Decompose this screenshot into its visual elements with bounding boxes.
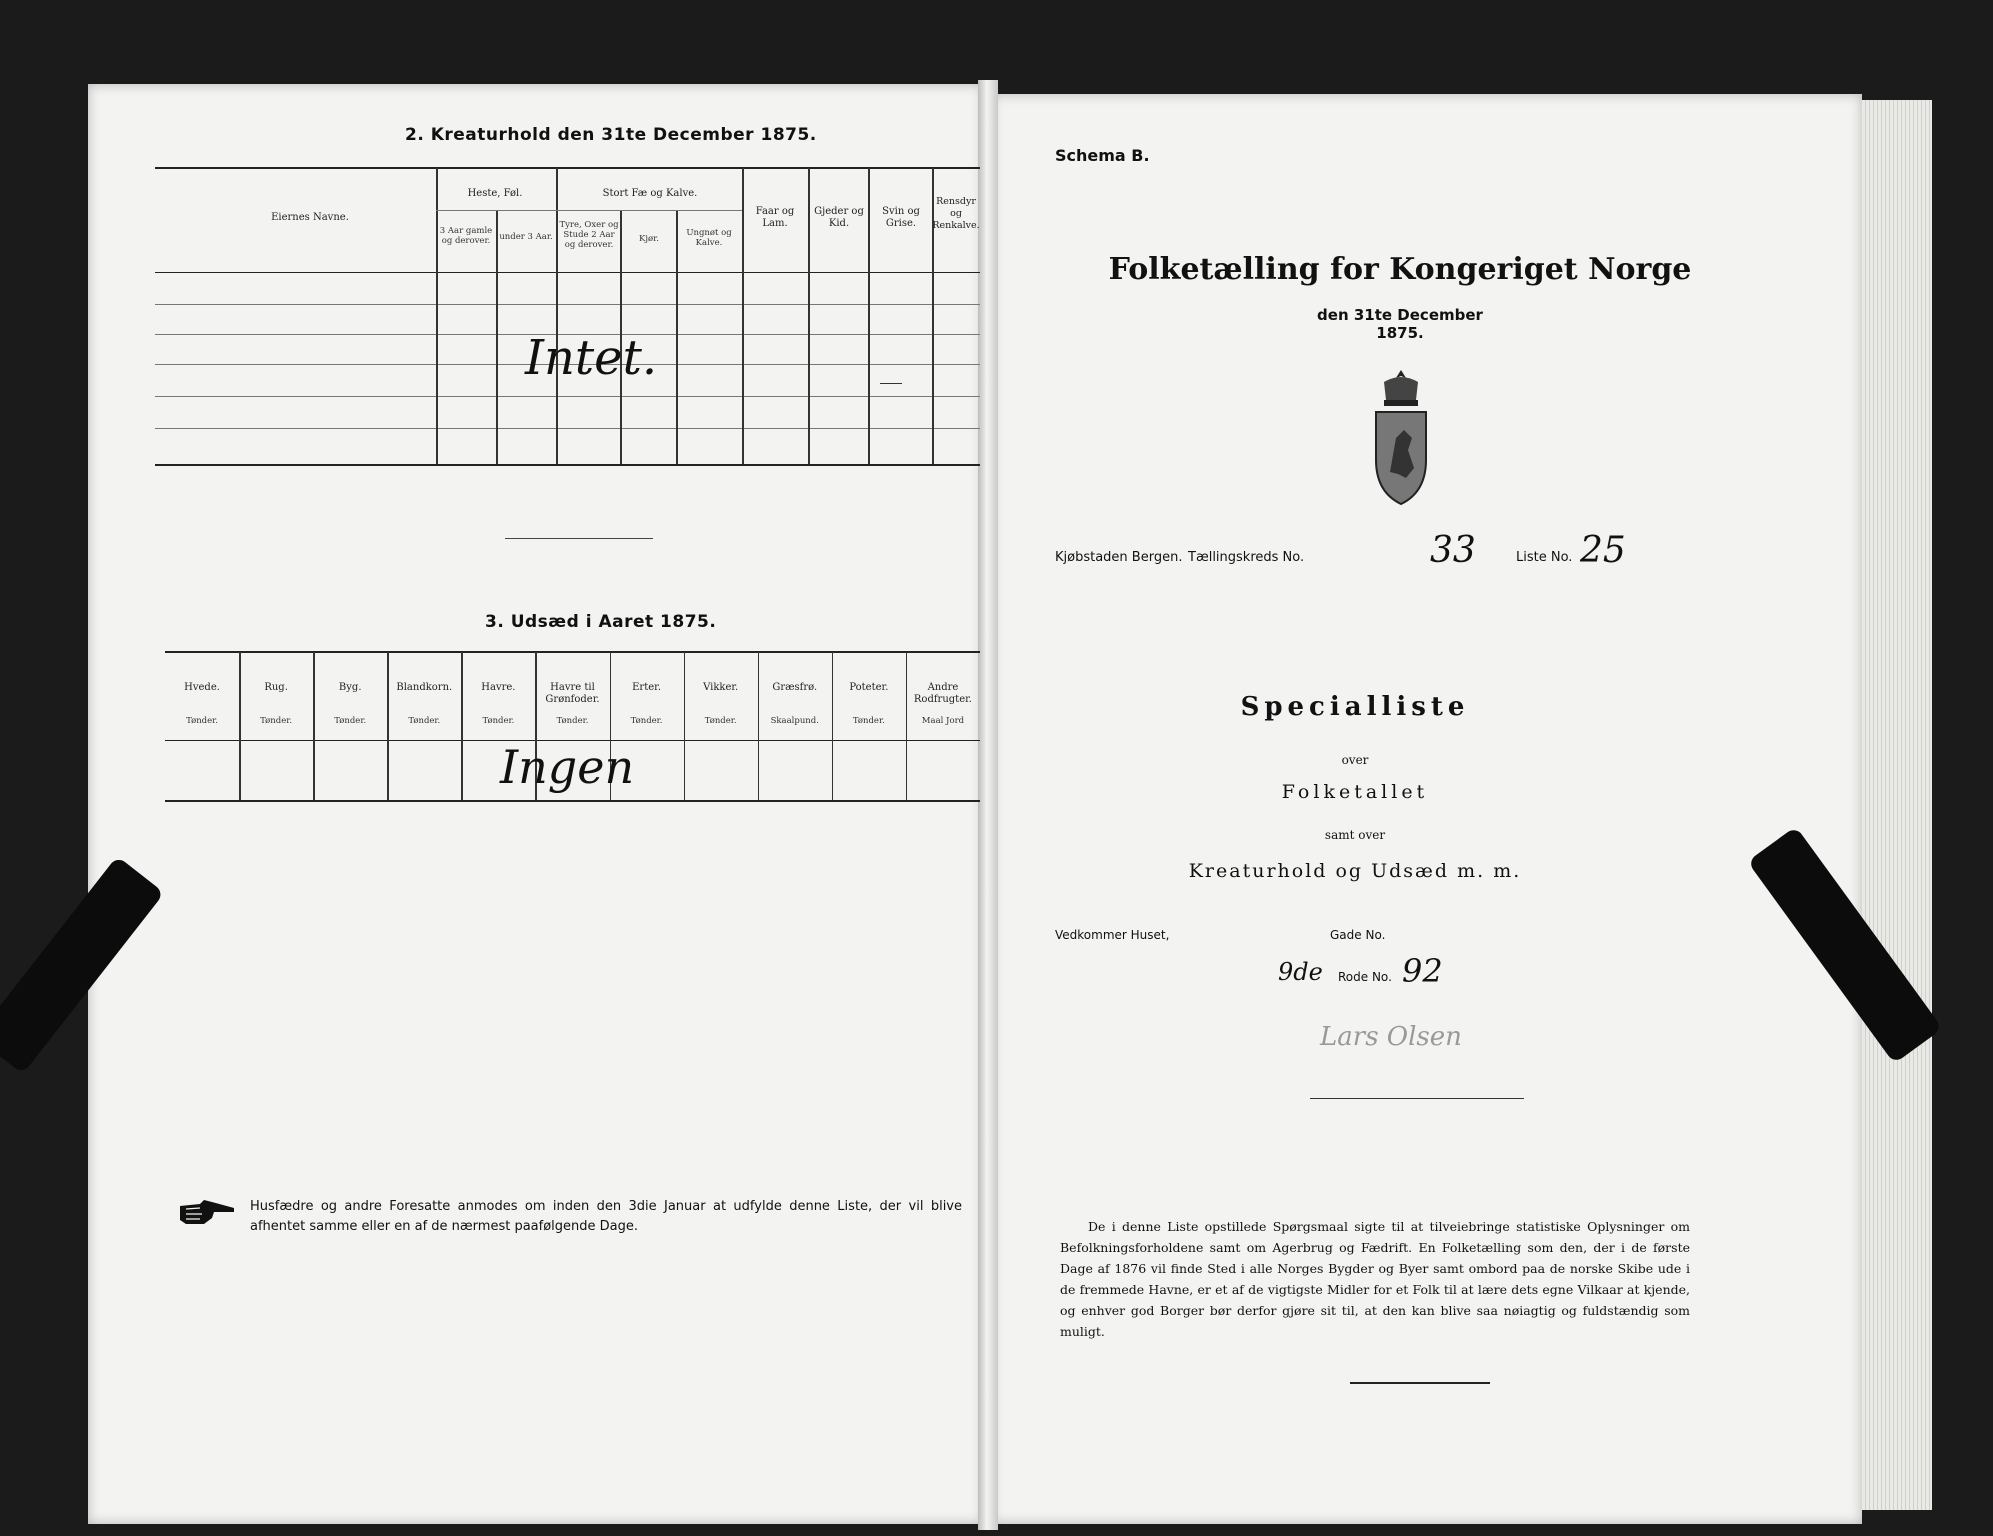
- table2-group-rule: [436, 210, 742, 211]
- table3-col-name: Græsfrø.: [772, 682, 818, 693]
- liste-label: Liste No.: [1516, 550, 1573, 565]
- table3-col-rule: [239, 652, 241, 800]
- table2-col-rule: [496, 210, 498, 464]
- liste-value: 25: [1580, 530, 1626, 571]
- handwritten-ingen: Ingen: [500, 740, 635, 794]
- vedkommer-label: Vedkommer Huset,: [1055, 928, 1170, 942]
- table3-col-unit: Tønder.: [186, 716, 218, 726]
- table3-col-name: Blandkorn.: [396, 682, 453, 693]
- rode-label: Rode No.: [1338, 970, 1392, 984]
- table3-col-unit: Tønder.: [630, 716, 663, 726]
- table2-header-rule: [155, 272, 980, 273]
- heste-sub2: under 3 Aar.: [499, 232, 553, 242]
- pointing-hand-icon: [178, 1198, 238, 1228]
- samt-over-label: samt over: [1324, 828, 1386, 842]
- table3-col-unit: Maal Jord: [921, 716, 965, 726]
- kreds-value: 33: [1430, 530, 1476, 571]
- col-svin: Svin og Grise.: [882, 206, 920, 229]
- table3-col-unit: Tønder.: [704, 716, 737, 726]
- separator-rule: [505, 538, 653, 539]
- col-gjeder: Gjeder og Kid.: [814, 206, 864, 229]
- table2-col-rule: [676, 210, 678, 464]
- gade-label: Gade No.: [1330, 928, 1386, 942]
- col-faar: Faar og Lam.: [755, 206, 795, 229]
- schema-label: Schema B.: [1055, 146, 1150, 165]
- table2-bottom-rule: [155, 464, 980, 466]
- table3-col-unit: Tønder.: [408, 716, 441, 726]
- table3-col-rule: [832, 652, 834, 800]
- table3-col-rule: [461, 652, 463, 800]
- heste-sub1: 3 Aar gamle og derover.: [439, 226, 493, 246]
- table3-col-rule: [684, 652, 686, 800]
- stort-sub1: Tyre, Oxer og Stude 2 Aar og derover.: [559, 220, 619, 250]
- table3-col-unit: Skaalpund.: [770, 716, 819, 726]
- col-owner-names: Eiernes Navne.: [271, 212, 349, 223]
- section2-title: 2. Kreaturhold den 31te December 1875.: [405, 125, 817, 145]
- census-date: den 31te December 1875.: [1317, 306, 1483, 342]
- left-page: [88, 84, 983, 1524]
- table3-col-name: Poteter.: [849, 682, 889, 693]
- table3-col-unit: Tønder.: [334, 716, 367, 726]
- closing-rule: [1350, 1382, 1490, 1384]
- table3-col-name: Rug.: [264, 682, 288, 693]
- table3-col-name: Byg.: [338, 682, 362, 693]
- table3-col-rule: [906, 652, 908, 800]
- table3-col-name: Havre.: [481, 682, 516, 693]
- table3-col-name: Erter.: [632, 682, 662, 693]
- table2-top-rule: [155, 167, 980, 169]
- table3-col-rule: [387, 652, 389, 800]
- handwritten-dash: [880, 383, 902, 384]
- rode-prefix: 9de: [1278, 958, 1323, 986]
- rode-value: 92: [1402, 952, 1443, 990]
- kjobstad-label: Kjøbstaden Bergen.: [1055, 550, 1183, 565]
- stort-sub3: Ungnøt og Kalve.: [686, 228, 732, 248]
- col-rensdyr: Rensdyr og Renkalve.: [932, 196, 980, 231]
- stort-sub2: Kjør.: [639, 234, 659, 244]
- table3-col-name: Andre Rodfrugter.: [913, 682, 972, 705]
- table2-row-rule: [155, 396, 980, 397]
- table2-row-rule: [155, 304, 980, 305]
- table3-bottom-rule: [165, 800, 980, 802]
- page-edges: [1862, 100, 1932, 1510]
- norway-coat-of-arms-icon: [1370, 368, 1432, 508]
- table3-col-unit: Tønder.: [852, 716, 885, 726]
- group-heste: Heste, Føl.: [467, 188, 523, 199]
- specialliste-heading: Specialliste: [1240, 692, 1470, 722]
- folketallet-label: Folketallet: [1281, 781, 1429, 803]
- section3-title: 3. Udsæd i Aaret 1875.: [485, 612, 717, 632]
- table3-col-unit: Tønder.: [556, 716, 589, 726]
- main-title: Folketælling for Kongeriget Norge: [1108, 252, 1692, 287]
- table3-col-name: Havre til Grønfoder.: [545, 682, 600, 705]
- table3-col-rule: [313, 652, 315, 800]
- table3-top-rule: [165, 651, 980, 653]
- notice-text: Husfædre og andre Foresatte anmodes om inden den 3die Januar at udfylde denne Liste, der vil blive afhentet samme eller en af de nærmest paafølgende Dage.: [250, 1199, 962, 1234]
- handwritten-intet: Intet.: [525, 330, 658, 386]
- table3-col-name: Hvede.: [184, 682, 220, 693]
- table3-col-unit: Tønder.: [260, 716, 293, 726]
- table2-col-rule: [436, 168, 438, 464]
- book-spine: [978, 80, 998, 1530]
- table3-col-unit: Tønder.: [482, 716, 515, 726]
- table3-col-rule: [758, 652, 760, 800]
- explanation-paragraph: De i denne Liste opstillede Spørgsmaal sigte til at tilveiebringe statistiske Oplysninger om Befolkningsforholdene samt om Agerbrug og Fædrift. En Folketælling som den, der i de første Dage af 1876 vil finde Sted i alle Norges Bygder og Byer samt ombord paa de norske Skibe ude i de fremmede Havne, er et af de vigtigste Midler for et Folk til at lære dets egne Vilkaar at kjende, og enhver god Borger bør derfor gjøre sit til, at den kan blive saa nøiagtig og fuldstændig som muligt.: [1060, 1219, 1690, 1339]
- table2-row-rule: [155, 428, 980, 429]
- signature-rule: [1310, 1098, 1524, 1099]
- kreaturhold-label: Kreaturhold og Udsæd m. m.: [1188, 860, 1522, 882]
- over-label: over: [1341, 753, 1369, 767]
- table2-col-rule: [556, 168, 558, 464]
- owner-signature: Lars Olsen: [1320, 1022, 1462, 1052]
- table3-col-name: Vikker.: [703, 682, 739, 693]
- kreds-label: Tællingskreds No.: [1188, 550, 1305, 565]
- group-stort-fae: Stort Fæ og Kalve.: [602, 188, 698, 199]
